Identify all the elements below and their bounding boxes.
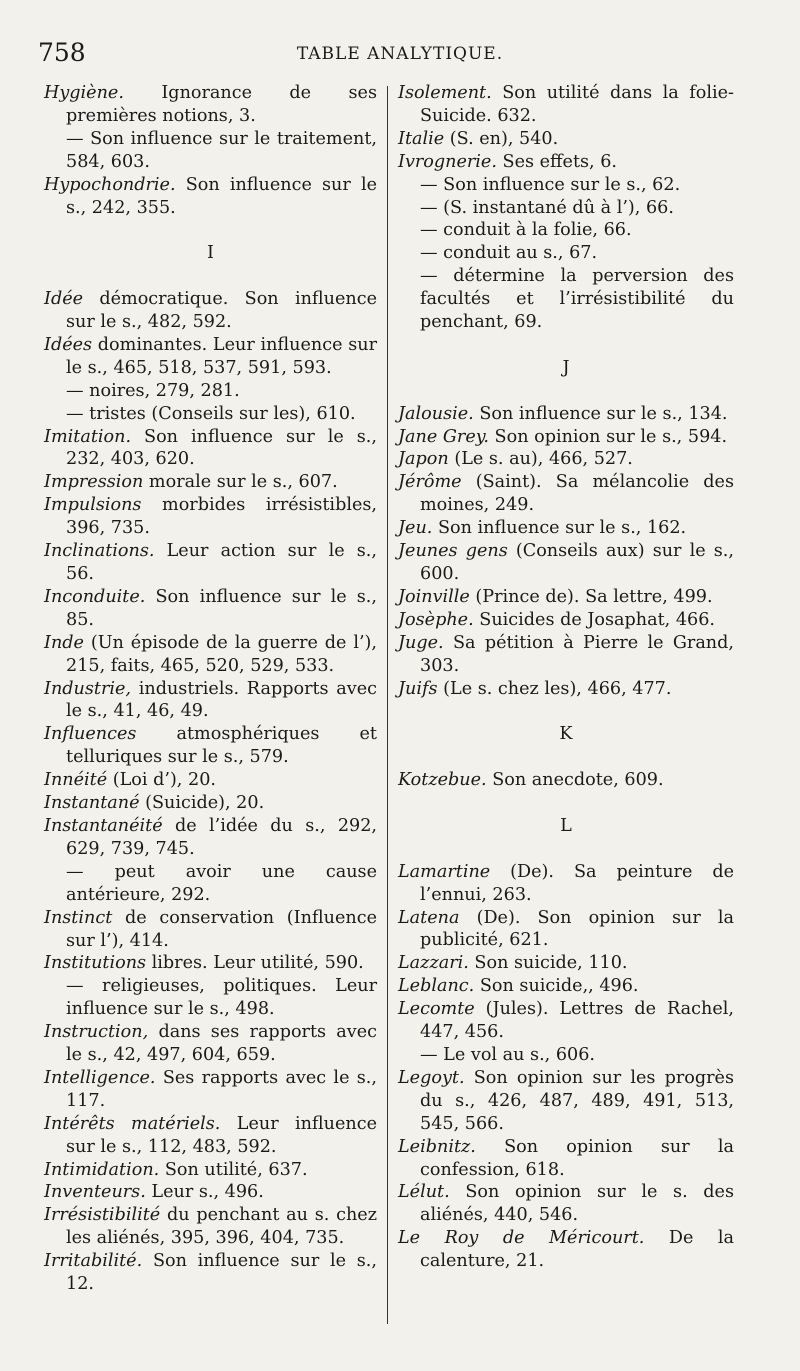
index-entry [398, 632, 734, 678]
index-text: Son suicide,, 496. [474, 976, 639, 997]
index-text: — Le vol au s., 606. [420, 1044, 596, 1065]
index-text: Son anecdote, 609. [486, 770, 664, 791]
index-text: — peut avoir une cause antérieure, 292. [66, 861, 377, 905]
index-text: Suicides de Josaphat, 466. [473, 609, 716, 630]
index-entry [44, 769, 377, 792]
index-entry [398, 907, 734, 953]
index-text: dans ses rapports avec le s., 42, 497, 604, 659. [66, 1022, 377, 1066]
index-text: Son utilité dans la folie-Suicide. 632. [420, 83, 734, 126]
index-text: Son opinion sur le s., 594. [488, 426, 728, 447]
index-term: Institutions [44, 953, 147, 974]
index-text: Leur influence sur le s., 112, 483, 592. [66, 1113, 377, 1157]
index-text: (Saint). Sa mélancolie des moines, 249. [420, 472, 734, 516]
page-header [38, 38, 762, 72]
index-entry [44, 1113, 377, 1159]
index-text: (De). Sa peinture de l’ennui, 263. [420, 861, 734, 905]
index-subentry [44, 128, 377, 174]
index-entry [398, 998, 734, 1044]
index-term: Idées [44, 334, 93, 355]
index-term: Irritabilité. [44, 1251, 143, 1272]
index-term: Joinville [398, 586, 470, 607]
index-entry [398, 448, 734, 471]
index-text: Son influence sur le s., 12. [66, 1251, 377, 1295]
index-entry [44, 632, 377, 678]
index-subentry [398, 197, 734, 220]
index-term: Jérôme [398, 472, 462, 493]
index-subentry [44, 403, 377, 426]
index-text: (Le s. au), 466, 527. [448, 449, 633, 470]
section-letter: I [207, 243, 214, 264]
index-entry [398, 678, 734, 701]
index-term: Lélut. [398, 1182, 450, 1203]
index-entry [44, 792, 377, 815]
index-text: (Loi d’), 20. [107, 770, 216, 791]
index-text: Ses rapports avec le s., 117. [66, 1067, 377, 1111]
section-letter: J [562, 357, 570, 378]
index-text: (Un épisode de la guerre de l’), 215, faits, 465, 520, 529, 533. [66, 632, 377, 676]
index-term: Inconduite. [44, 586, 146, 607]
index-text: — conduit au s., 67. [420, 243, 598, 264]
index-entry [44, 678, 377, 724]
index-text: Son influence sur le s., 242, 355. [66, 174, 377, 218]
page-number: 758 [38, 38, 86, 67]
index-term: Legoyt. [398, 1067, 465, 1088]
index-entry [44, 334, 377, 380]
index-subentry [398, 242, 734, 265]
index-text: de l’idée du s., 292, 629, 739, 745. [66, 815, 377, 859]
index-entry [44, 907, 377, 953]
index-term: Jeunes gens [398, 541, 508, 562]
index-subentry [398, 219, 734, 242]
index-text: — Son influence sur le s., 62. [420, 174, 681, 195]
index-subentry [398, 174, 734, 197]
index-term: Leibnitz. [398, 1136, 476, 1157]
index-term: Jalousie. [398, 403, 474, 424]
index-text: — détermine la perversion des facultés et l’irrésistibilité du penchant, 69. [420, 266, 734, 333]
running-head: TABLE ANALYTIQUE. [296, 44, 504, 64]
right-column [398, 82, 734, 1273]
index-term: Leblanc. [398, 976, 475, 997]
index-term: Industrie, [44, 678, 132, 699]
index-term: Jeu. [398, 518, 433, 539]
index-term: Josèphe. [398, 609, 474, 630]
index-text: Leur s., 496. [145, 1182, 264, 1203]
index-entry [398, 1227, 734, 1273]
index-term: Hygiène. [44, 83, 124, 103]
index-text: Ignorance de ses premières notions, 3. [66, 83, 377, 126]
index-text: atmosphériques et telluriques sur le s., 579. [66, 724, 377, 768]
left-column [44, 82, 377, 1296]
index-entry [398, 540, 734, 586]
index-text: (Jules). Lettres de Rachel, 447, 456. [420, 999, 734, 1043]
index-text: industriels. Rapports avec le s., 41, 46, 49. [66, 678, 377, 722]
index-text: Son influence sur le s., 134. [473, 403, 728, 424]
index-text: démocratique. Son influence sur le s., 482, 592. [66, 289, 377, 333]
index-entry [44, 586, 377, 632]
index-term: Instantanéité [44, 815, 163, 836]
index-text: Son influence sur le s., 162. [432, 518, 687, 539]
index-text: (Suicide), 20. [139, 793, 265, 814]
index-text: (De). Son opinion sur la publicité, 621. [420, 907, 734, 951]
index-term: Intelligence. [44, 1067, 156, 1088]
index-entry [44, 1181, 377, 1204]
index-text: — (S. instantané dû à l’), 66. [420, 197, 674, 218]
index-text: morale sur le s., 607. [143, 472, 338, 493]
index-subentry [44, 861, 377, 907]
index-entry [44, 1159, 377, 1182]
section-letter: L [560, 816, 572, 837]
index-entry [398, 471, 734, 517]
index-entry [44, 1021, 377, 1067]
index-entry [398, 769, 734, 792]
index-text: (Le s. chez les), 466, 477. [437, 678, 672, 699]
index-term: Juge. [398, 632, 444, 653]
index-term: Idée [44, 289, 84, 310]
index-term: Lamartine [398, 861, 491, 882]
index-term: Intimidation. [44, 1159, 160, 1180]
index-entry [44, 815, 377, 861]
index-subentry [44, 975, 377, 1021]
index-entry [398, 1181, 734, 1227]
index-entry [44, 1250, 377, 1296]
column-divider [387, 86, 388, 1324]
index-term: Latena [398, 907, 460, 928]
index-term: Lazzari. [398, 953, 469, 974]
index-entry [398, 1136, 734, 1182]
index-entry [398, 426, 734, 449]
section-letter: K [559, 724, 573, 745]
index-entry [398, 151, 734, 174]
index-term: Lecomte [398, 999, 475, 1020]
index-term: Impression [44, 472, 144, 493]
index-entry [44, 288, 377, 334]
index-text: (S. en), 540. [444, 128, 559, 149]
index-entry [398, 975, 734, 998]
index-term: Kotzebue. [398, 770, 487, 791]
index-text: Son opinion sur les progrès du s., 426, 487, 489, 491, 513, 545, 566. [420, 1067, 734, 1134]
index-entry [44, 426, 377, 472]
index-entry [398, 517, 734, 540]
index-term: Irrésistibilité [44, 1205, 161, 1226]
index-text: — noires, 279, 281. [66, 380, 240, 401]
index-text: Sa pétition à Pierre le Grand, 303. [420, 632, 734, 676]
index-text: Ses effets, 6. [496, 151, 618, 172]
index-text: (Conseils aux) sur le s., 600. [420, 541, 734, 584]
index-text: morbides irrésistibles, 396, 735. [66, 495, 377, 539]
index-entry [398, 403, 734, 426]
index-term: Inventeurs. [44, 1182, 146, 1203]
index-text: — conduit à la folie, 66. [420, 220, 632, 241]
index-text: du penchant au s. chez les aliénés, 395, 396, 404, 735. [66, 1205, 377, 1249]
index-term: Instantané [44, 793, 140, 814]
index-term: Inde [44, 632, 84, 653]
index-entry [44, 1204, 377, 1250]
index-term: Impulsions [44, 495, 142, 516]
index-term: Italie [398, 128, 445, 149]
index-text: — tristes (Conseils sur les), 610. [66, 403, 356, 424]
index-entry [398, 861, 734, 907]
index-text: Son suicide, 110. [468, 953, 628, 974]
index-subentry [398, 1044, 734, 1067]
index-text: Leur action sur le s., 56. [66, 541, 377, 584]
index-subentry [398, 265, 734, 334]
index-entry [44, 82, 377, 128]
index-text: — Son influence sur le traitement, 584, 603. [66, 128, 377, 172]
index-term: Innéité [44, 770, 108, 791]
index-entry [44, 952, 377, 975]
index-term: Intérêts matériels. [44, 1113, 221, 1134]
index-entry [398, 82, 734, 128]
index-term: Hypochondrie. [44, 174, 176, 195]
index-text: (Prince de). Sa lettre, 499. [469, 586, 713, 607]
index-entry [44, 494, 377, 540]
index-entry [44, 174, 377, 220]
index-term: Juifs [398, 678, 438, 699]
index-text: Son opinion sur la confession, 618. [420, 1136, 734, 1180]
index-term: Imitation. [44, 426, 132, 447]
index-entry [398, 952, 734, 975]
index-text: Son influence sur le s., 85. [66, 586, 377, 630]
index-term: Influences [44, 724, 137, 745]
index-text: — religieuses, politiques. Leur influence sur le s., 498. [66, 976, 377, 1020]
index-entry [398, 1067, 734, 1136]
index-term: Le Roy de Méricourt. [398, 1228, 645, 1249]
index-term: Instinct [44, 907, 113, 928]
index-text: Son opinion sur le s. des aliénés, 440, 546. [420, 1182, 734, 1226]
index-entry [398, 128, 734, 151]
index-subentry [44, 380, 377, 403]
index-entry [44, 471, 377, 494]
index-term: Isolement. [398, 83, 492, 103]
index-term: Jane Grey. [398, 426, 489, 447]
index-text: Son utilité, 637. [159, 1159, 308, 1180]
index-text: de conservation (Influence sur l’), 414. [66, 907, 377, 951]
index-text: Son influence sur le s., 232, 403, 620. [66, 426, 377, 470]
index-entry [44, 540, 377, 586]
index-term: Ivrognerie. [398, 151, 497, 172]
index-entry [398, 609, 734, 632]
index-term: Inclinations. [44, 541, 155, 562]
index-entry [44, 1067, 377, 1113]
index-term: Instruction, [44, 1022, 149, 1043]
index-entry [44, 723, 377, 769]
index-text: libres. Leur utilité, 590. [146, 953, 364, 974]
index-entry [398, 586, 734, 609]
index-term: Japon [398, 449, 449, 470]
index-text: dominantes. Leur influence sur le s., 465, 518, 537, 591, 593. [66, 334, 377, 378]
index-text: De la calenture, 21. [420, 1228, 734, 1272]
